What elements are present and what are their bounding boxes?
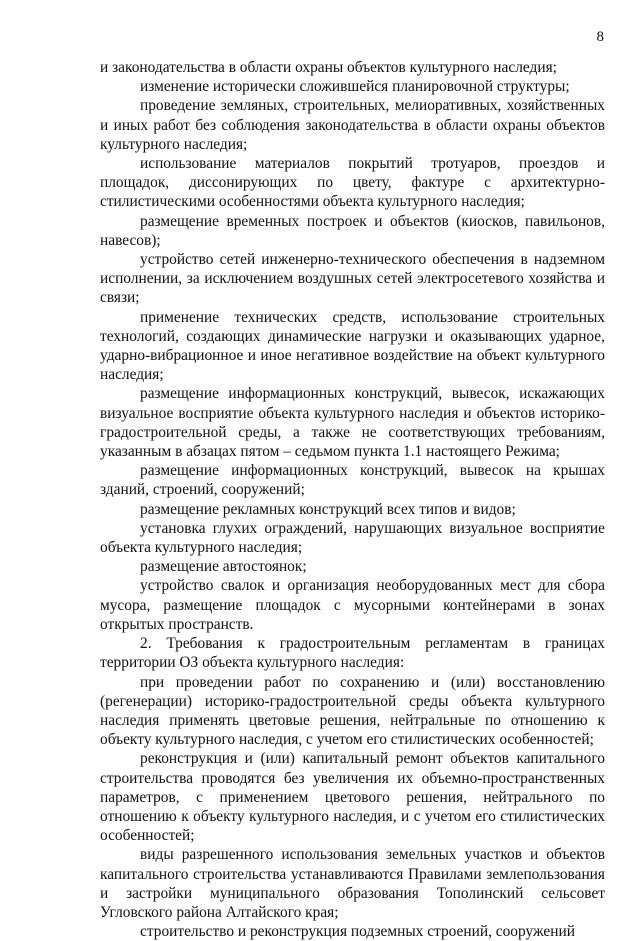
paragraph-15: при проведении работ по сохранению и (или) восстановлению (регенерации) историко-градостроительной среды объекта культурного наследия применять цветовые решения, нейтральные по отношению к объекту культурного наследия, с учетом его стилистических особенностей; bbox=[100, 673, 605, 749]
paragraph-18: строительство и реконструкция подземных строений, сооружений bbox=[140, 923, 575, 941]
paragraph-6: устройство сетей инженерно-технического обеспечения в надземном исполнении, за исключением воздушных сетей электросетевого хозяйства и связи; bbox=[100, 251, 605, 307]
paragraph-1: и законодательства в области охраны объектов культурного наследия; bbox=[100, 59, 557, 76]
document-body bbox=[100, 58, 605, 941]
paragraph-2: изменение исторически сложившейся планировочной структуры; bbox=[140, 78, 570, 96]
paragraph-16: реконструкция и (или) капитальный ремонт объектов капитального строительства проводятся без увеличения их объемно-пространственных параметров, с применением цветового решения, нейтрального по отношению к объекту культурного наследия, и с учетом его стилистических особенностей; bbox=[100, 750, 605, 845]
paragraph-13: устройство свалок и организация необорудованных мест для сбора мусора, размещение площадок с мусорными контейнерами в зонах открытых пространств. bbox=[100, 577, 605, 633]
paragraph-5: размещение временных построек и объектов (киосков, павильонов, навесов); bbox=[100, 212, 605, 249]
paragraph-9: размещение информационных конструкций, вывесок на крышах зданий, строений, сооружений; bbox=[100, 462, 605, 499]
paragraph-8: размещение информационных конструкций, вывесок, искажающих визуальное восприятие объекта культурного наследия и объектов историко-градостроительной среды, а также не соответствующих требованиям, указанным в абзацах пятом – седьмом пункта 1.1 настоящего Режима; bbox=[100, 385, 605, 461]
paragraph-3: проведение земляных, строительных, мелиоративных, хозяйственных и иных работ без соблюдения законодательства в области охраны объектов культурного наследия; bbox=[100, 97, 605, 153]
paragraph-7: применение технических средств, использование строительных технологий, создающих динамические нагрузки и оказывающих ударное, ударно-вибрационное и иное негативное воздействие на объект культурного наследия; bbox=[100, 308, 605, 384]
paragraph-10: размещение рекламных конструкций всех типов и видов; bbox=[140, 500, 516, 518]
paragraph-17: виды разрешенного использования земельных участков и объектов капитального строительства устанавливаются Правилами землепользования и застройки муниципального образования Тополинский сельсовет Угловского района Алтайского края; bbox=[100, 846, 605, 921]
paragraph-4: использование материалов покрытий тротуаров, проездов и площадок, диссонирующих по цвету, фактуре с архитектурно-стилистическими особенностями объекта культурного наследия; bbox=[100, 155, 605, 211]
paragraph-11: установка глухих ограждений, нарушающих визуальное восприятие объекта культурного наследия; bbox=[100, 519, 605, 557]
paragraph-14: 2. Требования к градостроительным регламентам в границах территории ОЗ объекта культурного наследия: bbox=[100, 635, 605, 672]
page-number: 8 bbox=[596, 29, 604, 45]
paragraph-12: размещение автостоянок; bbox=[140, 558, 307, 576]
